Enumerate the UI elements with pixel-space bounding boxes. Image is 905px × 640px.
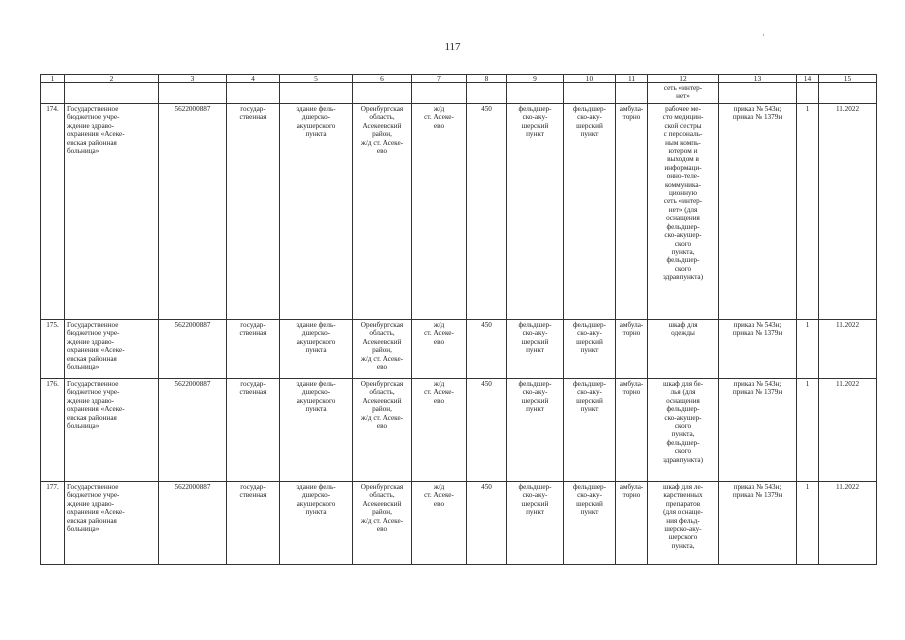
text-line: государ- (240, 483, 266, 491)
text-line: ждение здраво- (67, 337, 114, 346)
text-line: информаци- (664, 163, 702, 172)
facility-type-cell (507, 482, 564, 565)
text-line: ско-аку- (522, 491, 548, 500)
text-line: бюджетное учре- (67, 329, 120, 338)
text-line: пункт (526, 508, 544, 517)
text-line: ского (674, 239, 692, 248)
building-type-cell (280, 104, 353, 320)
text-line: пункт (580, 508, 599, 517)
text-line: охранения «Асеке- (67, 346, 125, 355)
text-line: пункта (305, 346, 327, 355)
column-header-7: 7 (412, 75, 467, 83)
text-line: приказ № 1379н (732, 113, 783, 122)
row-number-cell: 176. (41, 379, 65, 482)
text-line: онно-теле- (666, 172, 700, 181)
text-line: одежды (671, 329, 695, 338)
text-line: ст. Асеке- (424, 113, 454, 122)
text-line: ской сестры (664, 121, 702, 130)
text-line: фельдшер- (666, 256, 700, 265)
table-row (41, 379, 877, 482)
care-mode-cell (616, 320, 648, 379)
text-line: евская районная (67, 516, 117, 525)
care-mode-cell (616, 482, 648, 565)
text-line: ско-аку- (577, 388, 602, 397)
text-line: государ- (240, 105, 266, 113)
text-line: акушерского (296, 396, 336, 405)
text-line: ского (674, 422, 692, 431)
inn-cell: 5622000887 (159, 379, 227, 482)
text-line: ственная (239, 491, 267, 500)
inn-cell: 5622000887 (159, 104, 227, 320)
inn-cell: 5622000887 (159, 482, 227, 565)
text-line: приказ № 543н; (733, 380, 782, 388)
equipment-cell (648, 320, 719, 379)
text-line: фельдшер- (666, 438, 700, 447)
facility-subtype-cell (564, 379, 616, 482)
text-line: Асекеевский (362, 337, 402, 346)
text-line: Государственное (67, 105, 119, 113)
text-line: ственная (239, 113, 267, 122)
text-line: торно (622, 329, 641, 338)
text-line: акушерского (296, 121, 336, 130)
text-line: ско-акушер- (664, 231, 702, 240)
text-line: ско-аку- (577, 113, 602, 122)
text-line: государ- (240, 380, 266, 388)
text-line: шерского (668, 533, 698, 542)
text-line: больница» (67, 525, 100, 534)
text-line: с персональ- (663, 130, 703, 139)
text-line: пункта (305, 130, 327, 139)
text-line: приказ № 543н; (733, 483, 782, 491)
text-line: шерский (576, 396, 603, 405)
text-line: Асекеевский (362, 121, 402, 130)
text-line: бюджетное учре- (67, 388, 120, 397)
text-line: ско-аку- (522, 113, 548, 122)
quantity-cell: 1 (797, 482, 819, 565)
text-line: фельдшер- (572, 321, 607, 329)
scan-mark: · (762, 30, 765, 40)
text-line: амбула- (619, 483, 644, 491)
text-line: бюджетное учре- (67, 491, 120, 500)
text-line: шерский (521, 337, 549, 346)
text-line: ж/д (433, 105, 445, 113)
ownership-form-cell (227, 104, 280, 320)
row-number-cell: 175. (41, 320, 65, 379)
table-row (41, 320, 877, 379)
text-line: пункта (305, 508, 327, 517)
text-line: шерский (521, 121, 549, 130)
care-mode-cell (616, 104, 648, 320)
text-line: район, (372, 508, 392, 517)
text-line: дшерско- (301, 491, 331, 500)
text-line: ево (433, 337, 445, 346)
text-line: карственных (663, 491, 703, 500)
equipment-cell (648, 482, 719, 565)
text-line: ственная (239, 329, 267, 338)
column-header-2: 2 (65, 75, 159, 83)
text-line: область, (369, 329, 395, 338)
text-line: дшерско- (301, 113, 331, 122)
address-cell (353, 104, 412, 320)
text-line: ютером и (668, 147, 698, 156)
text-line: пункта, (671, 430, 695, 439)
facility-type-cell (507, 379, 564, 482)
table-row (41, 104, 877, 320)
text-line: пункт (580, 405, 599, 414)
page-number: 117 (444, 41, 461, 53)
ownership-form-cell (227, 482, 280, 565)
organization-name-cell (65, 104, 159, 320)
text-line: район, (372, 346, 392, 355)
text-line: шерский (576, 121, 603, 130)
organization-name-cell (65, 482, 159, 565)
table-row (41, 482, 877, 565)
locality-cell (412, 482, 467, 565)
text-line: торно (622, 388, 641, 397)
text-line: оснащения (666, 396, 700, 405)
text-line: область, (369, 113, 395, 122)
text-line: ждение здраво- (67, 396, 114, 405)
text-line: нет» (для (668, 205, 698, 214)
text-line: пункта, (671, 247, 695, 256)
population-cell: 450 (467, 379, 507, 482)
text-line: пункт (526, 346, 544, 355)
facility-subtype-cell (564, 482, 616, 565)
organization-name-cell (65, 379, 159, 482)
text-line: шерско-аку- (664, 525, 702, 534)
text-line: Государственное (67, 483, 119, 491)
text-line: здание фель- (296, 483, 336, 491)
text-line: ево (376, 147, 388, 156)
column-header-3: 3 (159, 75, 227, 83)
quantity-cell: 1 (797, 379, 819, 482)
text-line: ж/д ст. Асеке- (360, 138, 404, 147)
facility-type-cell (507, 320, 564, 379)
column-header-11: 11 (616, 75, 648, 83)
text-line: больница» (67, 147, 100, 156)
register-table (40, 74, 877, 565)
text-line: Оренбургская (360, 105, 404, 113)
facility-subtype-cell (564, 104, 616, 320)
text-line: выходом в (667, 155, 699, 164)
text-line: торно (622, 491, 641, 500)
text-line: шкаф для бе- (662, 380, 704, 388)
text-line: фельдшер- (666, 222, 700, 231)
text-line: амбула- (619, 105, 644, 113)
facility-subtype-cell (564, 320, 616, 379)
text-line: ево (433, 121, 445, 130)
building-type-cell (280, 379, 353, 482)
text-line: приказ № 1379н (732, 329, 783, 338)
text-line: здравпункта) (662, 455, 704, 464)
text-line: ево (376, 525, 388, 534)
column-header-5: 5 (280, 75, 353, 83)
text-line: ж/д ст. Асеке- (360, 413, 404, 422)
text-line: здание фель- (296, 380, 336, 388)
regulatory-orders-cell (719, 379, 797, 482)
population-cell: 450 (467, 320, 507, 379)
text-line: Оренбургская (360, 321, 404, 329)
text-line: фельдшер- (518, 321, 552, 329)
text-line: бюджетное учре- (67, 113, 120, 122)
text-line: пункта, (671, 541, 695, 550)
text-line: здание фель- (296, 105, 336, 113)
regulatory-orders-cell (719, 104, 797, 320)
row-number-cell: 177. (41, 482, 65, 565)
text-line: ево (433, 499, 445, 508)
text-line: сеть «интер- (663, 84, 703, 92)
text-line: фельдшер- (666, 405, 700, 414)
column-header-10: 10 (564, 75, 616, 83)
text-line: ско-аку- (577, 491, 602, 500)
text-line: больница» (67, 422, 100, 431)
text-line: здравпункта) (662, 273, 704, 282)
text-line: государ- (240, 321, 266, 329)
text-line: ственная (239, 388, 267, 397)
text-line: ского (674, 264, 692, 273)
text-line: шерский (576, 337, 603, 346)
locality-cell (412, 320, 467, 379)
equipment-cell (648, 379, 719, 482)
text-line: ско-аку- (522, 388, 548, 397)
text-line: ж/д ст. Асеке- (360, 354, 404, 363)
text-line: нет» (676, 92, 690, 101)
regulatory-orders-cell (719, 320, 797, 379)
text-line: торно (622, 113, 641, 122)
text-line: лья (для (670, 388, 696, 397)
text-line: приказ № 543н; (733, 105, 782, 113)
text-line: ст. Асеке- (424, 491, 454, 500)
column-header-8: 8 (467, 75, 507, 83)
continuation-equipment-cell (648, 83, 719, 104)
ownership-form-cell (227, 379, 280, 482)
text-line: Оренбургская (360, 380, 404, 388)
column-header-6: 6 (353, 75, 412, 83)
text-line: ево (376, 422, 388, 431)
text-line: район, (372, 130, 392, 139)
text-line: охранения «Асеке- (67, 405, 125, 414)
date-cell: 11.2022 (819, 104, 877, 320)
text-line: область, (369, 388, 395, 397)
text-line: евская районная (67, 413, 117, 422)
text-line: фельдшер- (518, 105, 552, 113)
date-cell: 11.2022 (819, 379, 877, 482)
text-line: сто медицин- (662, 113, 704, 122)
text-line: пункт (526, 130, 544, 139)
date-cell: 11.2022 (819, 482, 877, 565)
organization-name-cell (65, 320, 159, 379)
text-line: пункта (305, 405, 327, 414)
text-line: ско-аку- (577, 329, 602, 338)
date-cell: 11.2022 (819, 320, 877, 379)
text-line: сеть «интер- (663, 197, 703, 206)
column-header-4: 4 (227, 75, 280, 83)
population-cell: 450 (467, 482, 507, 565)
address-cell (353, 379, 412, 482)
text-line: шкаф для (668, 321, 698, 329)
column-header-13: 13 (719, 75, 797, 83)
text-line: приказ № 1379н (732, 388, 783, 397)
text-line: ждение здраво- (67, 121, 114, 130)
text-line: Государственное (67, 380, 119, 388)
care-mode-cell (616, 379, 648, 482)
text-line: амбула- (619, 380, 644, 388)
text-line: ст. Асеке- (424, 329, 454, 338)
text-line: акушерского (296, 499, 336, 508)
text-line: дшерско- (301, 329, 331, 338)
text-line: пункт (526, 405, 544, 414)
text-line: (для оснаще- (663, 508, 703, 517)
text-line: шерский (521, 396, 549, 405)
row-number-cell: 174. (41, 104, 65, 320)
facility-type-cell (507, 104, 564, 320)
column-header-12: 12 (648, 75, 719, 83)
population-cell: 450 (467, 104, 507, 320)
text-line: ского (674, 447, 692, 456)
column-header-15: 15 (819, 75, 877, 83)
text-line: дшерско- (301, 388, 331, 397)
text-line: пункт (580, 130, 599, 139)
text-line: Оренбургская (360, 483, 404, 491)
text-line: ным компь- (665, 138, 701, 147)
text-line: ж/д (433, 380, 445, 388)
text-line: ско-аку- (522, 329, 548, 338)
text-line: амбула- (619, 321, 644, 329)
quantity-cell: 1 (797, 320, 819, 379)
text-line: фельдшер- (572, 105, 607, 113)
regulatory-orders-cell (719, 482, 797, 565)
inn-cell: 5622000887 (159, 320, 227, 379)
equipment-cell (648, 104, 719, 320)
text-line: приказ № 1379н (732, 491, 783, 500)
address-cell (353, 482, 412, 565)
text-line: шерский (576, 499, 603, 508)
text-line: район, (372, 405, 392, 414)
text-line: коммуника- (665, 180, 701, 189)
text-line: фельдшер- (572, 380, 607, 388)
text-line: Асекеевский (362, 499, 402, 508)
text-line: Государственное (67, 321, 119, 329)
text-line: ционную (669, 189, 697, 198)
text-line: ско-акушер- (664, 413, 702, 422)
text-line: евская районная (67, 138, 117, 147)
text-line: охранения «Асеке- (67, 130, 125, 139)
text-line: здание фель- (296, 321, 336, 329)
text-line: акушерского (296, 337, 336, 346)
text-line: охранения «Асеке- (67, 508, 125, 517)
text-line: фельдшер- (572, 483, 607, 491)
address-cell (353, 320, 412, 379)
text-line: ст. Асеке- (424, 388, 454, 397)
text-line: оснащения (666, 214, 700, 223)
quantity-cell: 1 (797, 104, 819, 320)
text-line: ево (433, 396, 445, 405)
text-line: ждение здраво- (67, 499, 114, 508)
text-line: Асекеевский (362, 396, 402, 405)
text-line: пункт (580, 346, 599, 355)
text-line: ево (376, 363, 388, 372)
ownership-form-cell (227, 320, 280, 379)
text-line: ж/д (433, 483, 445, 491)
column-header-14: 14 (797, 75, 819, 83)
locality-cell (412, 104, 467, 320)
text-line: фельдшер- (518, 380, 552, 388)
locality-cell (412, 379, 467, 482)
building-type-cell (280, 482, 353, 565)
text-line: ж/д ст. Асеке- (360, 516, 404, 525)
text-line: шерский (521, 499, 549, 508)
text-line: препаратов (665, 499, 701, 508)
text-line: область, (369, 491, 395, 500)
header-row (41, 75, 877, 83)
text-line: ния фельд- (666, 516, 700, 525)
text-line: фельдшер- (518, 483, 552, 491)
column-header-9: 9 (507, 75, 564, 83)
building-type-cell (280, 320, 353, 379)
text-line: шкаф для ле- (662, 483, 704, 491)
text-line: приказ № 543н; (733, 321, 782, 329)
text-line: рабочее ме- (665, 105, 701, 113)
text-line: больница» (67, 363, 100, 372)
text-line: евская районная (67, 354, 117, 363)
continuation-row (41, 83, 877, 104)
column-header-1: 1 (41, 75, 65, 83)
text-line: ж/д (433, 321, 445, 329)
